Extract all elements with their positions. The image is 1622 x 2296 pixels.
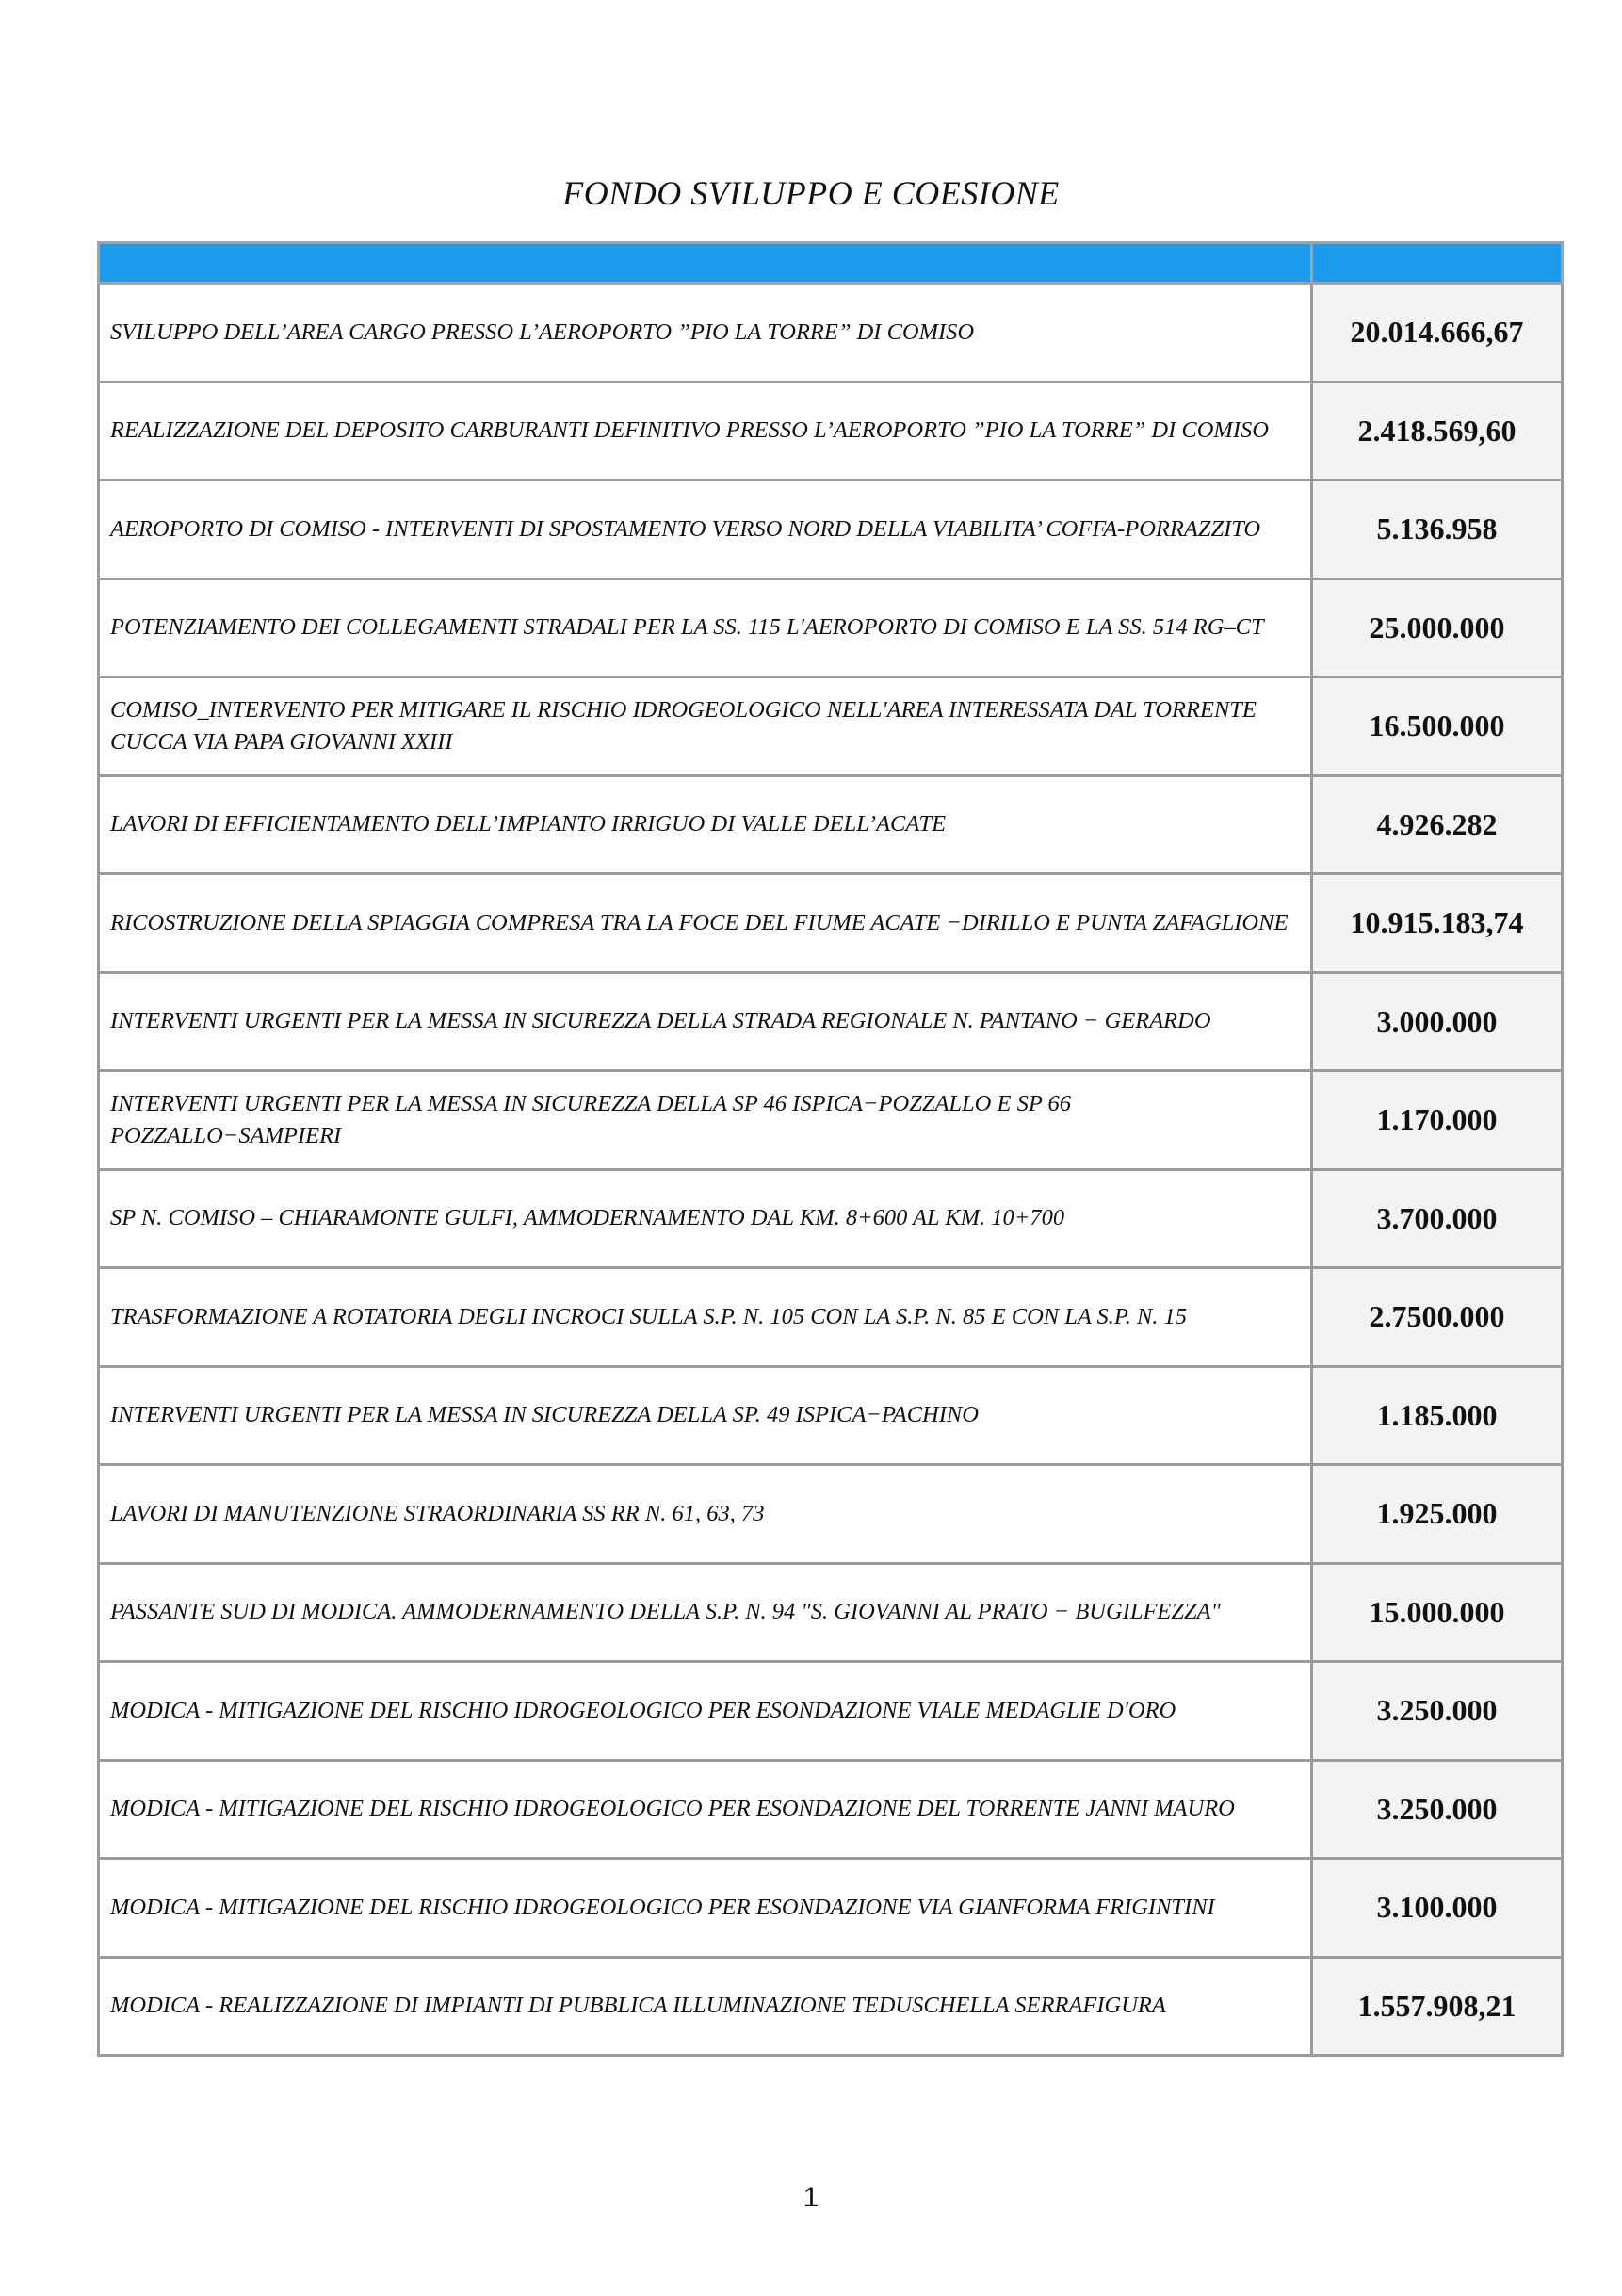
project-description: SP N. COMISO – CHIARAMONTE GULFI, AMMODERNAMENTO DAL KM. 8+600 AL KM. 10+700: [99, 1169, 1312, 1268]
table-row: [99, 1071, 1563, 1170]
project-description: SVILUPPO DELL’AREA CARGO PRESSO L’AEROPORTO ”PIO LA TORRE” DI COMISO: [99, 284, 1312, 383]
project-amount: 5.136.958: [1312, 480, 1563, 579]
project-amount: 3.250.000: [1312, 1760, 1563, 1859]
table-row: [99, 1760, 1563, 1859]
project-amount: 1.557.908,21: [1312, 1957, 1563, 2056]
table-row: [99, 284, 1563, 383]
project-amount: 4.926.282: [1312, 775, 1563, 874]
project-amount: 2.7500.000: [1312, 1268, 1563, 1367]
table-row: [99, 382, 1563, 480]
project-amount: 10.915.183,74: [1312, 874, 1563, 973]
table-row: [99, 1563, 1563, 1662]
header-description-cell: [99, 243, 1312, 284]
table-row: [99, 677, 1563, 776]
project-description: LAVORI DI MANUTENZIONE STRAORDINARIA SS RR N. 61, 63, 73: [99, 1465, 1312, 1564]
table-row: [99, 578, 1563, 677]
project-description: MODICA - REALIZZAZIONE DI IMPIANTI DI PUBBLICA ILLUMINAZIONE TEDUSCHELLA SERRAFIGURA: [99, 1957, 1312, 2056]
project-description: COMISO_INTERVENTO PER MITIGARE IL RISCHIO IDROGEOLOGICO NELL'AREA INTERESSATA DAL TORRENTE CUCCA VIA PAPA GIOVANNI XXIII: [99, 677, 1312, 776]
document-title: FONDO SVILUPPO E COESIONE: [562, 174, 1060, 213]
table-row: [99, 1169, 1563, 1268]
table-row: [99, 1465, 1563, 1564]
project-description: MODICA - MITIGAZIONE DEL RISCHIO IDROGEOLOGICO PER ESONDAZIONE VIA GIANFORMA FRIGINTINI: [99, 1859, 1312, 1958]
project-description: MODICA - MITIGAZIONE DEL RISCHIO IDROGEOLOGICO PER ESONDAZIONE DEL TORRENTE JANNI MAURO: [99, 1760, 1312, 1859]
project-amount: 1.925.000: [1312, 1465, 1563, 1564]
project-description: INTERVENTI URGENTI PER LA MESSA IN SICUREZZA DELLA SP 46 ISPICA−POZZALLO E SP 66 POZZALLO−SAMPIERI: [99, 1071, 1312, 1170]
project-amount: 3.250.000: [1312, 1662, 1563, 1761]
project-amount: 20.014.666,67: [1312, 284, 1563, 383]
table-row: [99, 1366, 1563, 1465]
project-description: POTENZIAMENTO DEI COLLEGAMENTI STRADALI PER LA SS. 115 L'AEROPORTO DI COMISO E LA SS. 514 RG–CT: [99, 578, 1312, 677]
table-row: [99, 1957, 1563, 2056]
project-amount: 2.418.569,60: [1312, 382, 1563, 480]
project-description: INTERVENTI URGENTI PER LA MESSA IN SICUREZZA DELLA STRADA REGIONALE N. PANTANO − GERARDO: [99, 972, 1312, 1071]
table-row: [99, 1268, 1563, 1367]
table-row: [99, 1662, 1563, 1761]
project-amount: 1.170.000: [1312, 1071, 1563, 1170]
project-description: MODICA - MITIGAZIONE DEL RISCHIO IDROGEOLOGICO PER ESONDAZIONE VIALE MEDAGLIE D'ORO: [99, 1662, 1312, 1761]
project-description: TRASFORMAZIONE A ROTATORIA DEGLI INCROCI SULLA S.P. N. 105 CON LA S.P. N. 85 E CON LA S.P. N. 15: [99, 1268, 1312, 1367]
projects-table: [97, 241, 1564, 2057]
project-amount: 3.000.000: [1312, 972, 1563, 1071]
table-row: [99, 874, 1563, 973]
project-description: PASSANTE SUD DI MODICA. AMMODERNAMENTO DELLA S.P. N. 94 "S. GIOVANNI AL PRATO − BUGILFEZZA": [99, 1563, 1312, 1662]
table-row: [99, 1859, 1563, 1958]
project-description: LAVORI DI EFFICIENTAMENTO DELL’IMPIANTO IRRIGUO DI VALLE DELL’ACATE: [99, 775, 1312, 874]
project-amount: 1.185.000: [1312, 1366, 1563, 1465]
table-row: [99, 775, 1563, 874]
project-amount: 25.000.000: [1312, 578, 1563, 677]
project-description: REALIZZAZIONE DEL DEPOSITO CARBURANTI DEFINITIVO PRESSO L’AEROPORTO ”PIO LA TORRE” DI COMISO: [99, 382, 1312, 480]
project-description: RICOSTRUZIONE DELLA SPIAGGIA COMPRESA TRA LA FOCE DEL FIUME ACATE −DIRILLO E PUNTA ZAFAGLIONE: [99, 874, 1312, 973]
table-row: [99, 972, 1563, 1071]
header-amount-cell: [1312, 243, 1563, 284]
project-amount: 16.500.000: [1312, 677, 1563, 776]
project-amount: 15.000.000: [1312, 1563, 1563, 1662]
project-amount: 3.100.000: [1312, 1859, 1563, 1958]
page-number: 1: [803, 2182, 819, 2213]
project-description: INTERVENTI URGENTI PER LA MESSA IN SICUREZZA DELLA SP. 49 ISPICA−PACHINO: [99, 1366, 1312, 1465]
project-amount: 3.700.000: [1312, 1169, 1563, 1268]
project-description: AEROPORTO DI COMISO - INTERVENTI DI SPOSTAMENTO VERSO NORD DELLA VIABILITA’ COFFA-PORRAZZITO: [99, 480, 1312, 579]
table-row: [99, 480, 1563, 579]
table-header-row: [99, 243, 1563, 284]
